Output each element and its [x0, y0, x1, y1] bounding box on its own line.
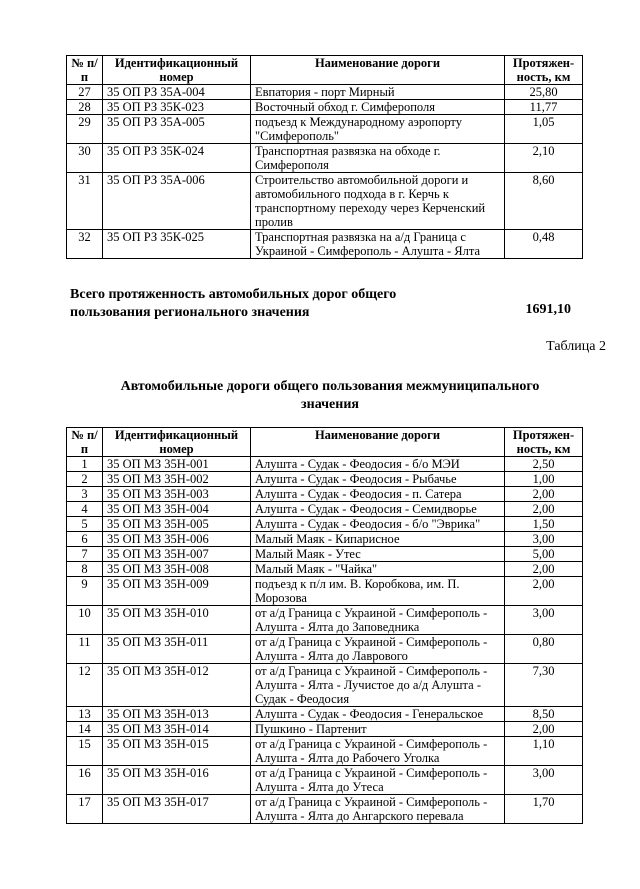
cell-road-name: от а/д Граница с Украиной - Симферополь - Алушта - Ялта до Заповедника — [251, 606, 505, 635]
cell-id: 35 ОП МЗ 35Н-010 — [103, 606, 251, 635]
cell-id: 35 ОП МЗ 35Н-013 — [103, 707, 251, 722]
cell-id: 35 ОП РЗ 35К-024 — [103, 144, 251, 173]
cell-number: 15 — [67, 737, 103, 766]
cell-length: 2,10 — [505, 144, 583, 173]
total-length — [70, 286, 575, 322]
cell-length: 2,00 — [505, 577, 583, 606]
table-number: Таблица 2 — [546, 339, 606, 354]
cell-id: 35 ОП МЗ 35Н-009 — [103, 577, 251, 606]
cell-id: 35 ОП МЗ 35Н-005 — [103, 517, 251, 532]
cell-length: 3,00 — [505, 606, 583, 635]
table-body — [67, 85, 583, 259]
cell-length: 8,50 — [505, 707, 583, 722]
table-row — [67, 472, 583, 487]
cell-road-name: от а/д Граница с Украиной - Симферополь - Алушта - Ялта до Утеса — [251, 766, 505, 795]
table-row — [67, 100, 583, 115]
cell-number: 14 — [67, 722, 103, 737]
table-row — [67, 487, 583, 502]
cell-road-name: от а/д Граница с Украиной - Симферополь - Алушта - Ялта - Лучистое до а/д Алушта - Судак - Феодосия — [251, 664, 505, 707]
table-row — [67, 722, 583, 737]
cell-road-name: от а/д Граница с Украиной - Симферополь - Алушта - Ялта до Рабочего Уголка — [251, 737, 505, 766]
cell-road-name: Строительство автомобильной дороги и автомобильного подхода в г. Керчь к транспортному переходу через Керченский пролив — [251, 173, 505, 230]
cell-road-name: подъезд к п/л им. В. Коробкова, им. П. Морозова — [251, 577, 505, 606]
table-row — [67, 795, 583, 824]
cell-road-name: Алушта - Судак - Феодосия - б/о "Эврика" — [251, 517, 505, 532]
cell-number: 8 — [67, 562, 103, 577]
cell-length: 0,48 — [505, 230, 583, 259]
col-header-id: Идентификационный номер — [103, 56, 251, 85]
cell-length: 1,05 — [505, 115, 583, 144]
cell-id: 35 ОП МЗ 35Н-017 — [103, 795, 251, 824]
table-row — [67, 766, 583, 795]
cell-number: 27 — [67, 85, 103, 100]
col-header-length: Протяжен-ность, км — [505, 56, 583, 85]
cell-road-name: Алушта - Судак - Феодосия - Семидворье — [251, 502, 505, 517]
cell-id: 35 ОП МЗ 35Н-008 — [103, 562, 251, 577]
table-row — [67, 664, 583, 707]
cell-length: 25,80 — [505, 85, 583, 100]
cell-number: 16 — [67, 766, 103, 795]
cell-road-name: Транспортная развязка на а/д Граница с Украиной - Симферополь - Алушта - Ялта — [251, 230, 505, 259]
cell-road-name: Малый Маяк - Утес — [251, 547, 505, 562]
cell-road-name: подъезд к Международному аэропорту "Симферополь" — [251, 115, 505, 144]
table-row — [67, 144, 583, 173]
table-row — [67, 85, 583, 100]
cell-length: 2,00 — [505, 722, 583, 737]
cell-id: 35 ОП РЗ 35К-023 — [103, 100, 251, 115]
cell-number: 30 — [67, 144, 103, 173]
total-label: Всего протяженность автомобильных дорог общего пользования регионального значения — [70, 287, 397, 320]
cell-number: 32 — [67, 230, 103, 259]
cell-length: 2,00 — [505, 562, 583, 577]
cell-length: 11,77 — [505, 100, 583, 115]
table-row — [67, 547, 583, 562]
table-row — [67, 635, 583, 664]
cell-road-name: Малый Маяк - Кипарисное — [251, 532, 505, 547]
roads-table-regional — [66, 55, 583, 259]
cell-id: 35 ОП РЗ 35А-004 — [103, 85, 251, 100]
table-row — [67, 230, 583, 259]
table-row — [67, 707, 583, 722]
cell-road-name: Алушта - Судак - Феодосия - Рыбачье — [251, 472, 505, 487]
cell-id: 35 ОП МЗ 35Н-003 — [103, 487, 251, 502]
cell-length: 0,80 — [505, 635, 583, 664]
cell-number: 3 — [67, 487, 103, 502]
cell-road-name: от а/д Граница с Украиной - Симферополь - Алушта - Ялта до Лаврового — [251, 635, 505, 664]
cell-length: 8,60 — [505, 173, 583, 230]
col-header-name: Наименование дороги — [251, 428, 505, 457]
cell-id: 35 ОП МЗ 35Н-001 — [103, 457, 251, 472]
table-header-row — [67, 428, 583, 457]
cell-number: 2 — [67, 472, 103, 487]
cell-number: 1 — [67, 457, 103, 472]
cell-length: 1,70 — [505, 795, 583, 824]
cell-length: 3,00 — [505, 766, 583, 795]
cell-id: 35 ОП МЗ 35Н-002 — [103, 472, 251, 487]
cell-id: 35 ОП МЗ 35Н-015 — [103, 737, 251, 766]
table-row — [67, 517, 583, 532]
cell-number: 31 — [67, 173, 103, 230]
section-heading: Автомобильные дороги общего пользования межмуниципального значения — [120, 379, 540, 412]
table-row — [67, 115, 583, 144]
total-value: 1691,10 — [525, 302, 571, 317]
cell-road-name: Восточный обход г. Симферополя — [251, 100, 505, 115]
col-header-id: Идентификационный номер — [103, 428, 251, 457]
table-row — [67, 457, 583, 472]
cell-id: 35 ОП РЗ 35К-025 — [103, 230, 251, 259]
cell-number: 12 — [67, 664, 103, 707]
cell-number: 10 — [67, 606, 103, 635]
cell-road-name: Транспортная развязка на обходе г. Симферополя — [251, 144, 505, 173]
table-body — [67, 457, 583, 824]
table-header-row — [67, 56, 583, 85]
table-row — [67, 577, 583, 606]
cell-number: 6 — [67, 532, 103, 547]
cell-length: 3,00 — [505, 532, 583, 547]
cell-id: 35 ОП МЗ 35Н-012 — [103, 664, 251, 707]
cell-length: 1,00 — [505, 472, 583, 487]
cell-id: 35 ОП МЗ 35Н-006 — [103, 532, 251, 547]
table-row — [67, 502, 583, 517]
table-row — [67, 606, 583, 635]
cell-id: 35 ОП РЗ 35А-005 — [103, 115, 251, 144]
cell-number: 9 — [67, 577, 103, 606]
cell-road-name: Алушта - Судак - Феодосия - Генеральское — [251, 707, 505, 722]
col-header-length: Протяжен-ность, км — [505, 428, 583, 457]
cell-id: 35 ОП МЗ 35Н-016 — [103, 766, 251, 795]
cell-id: 35 ОП МЗ 35Н-014 — [103, 722, 251, 737]
cell-number: 29 — [67, 115, 103, 144]
cell-id: 35 ОП МЗ 35Н-007 — [103, 547, 251, 562]
cell-id: 35 ОП МЗ 35Н-004 — [103, 502, 251, 517]
cell-length: 1,10 — [505, 737, 583, 766]
table-row — [67, 737, 583, 766]
cell-id: 35 ОП РЗ 35А-006 — [103, 173, 251, 230]
col-header-number: № п/п — [67, 56, 103, 85]
table-row — [67, 532, 583, 547]
col-header-name: Наименование дороги — [251, 56, 505, 85]
cell-length: 2,00 — [505, 502, 583, 517]
table-row — [67, 173, 583, 230]
cell-length: 2,50 — [505, 457, 583, 472]
cell-road-name: Алушта - Судак - Феодосия - б/о МЭИ — [251, 457, 505, 472]
cell-road-name: Алушта - Судак - Феодосия - п. Сатера — [251, 487, 505, 502]
cell-length: 1,50 — [505, 517, 583, 532]
cell-road-name: от а/д Граница с Украиной - Симферополь - Алушта - Ялта до Ангарского перевала — [251, 795, 505, 824]
cell-length: 2,00 — [505, 487, 583, 502]
cell-number: 11 — [67, 635, 103, 664]
cell-number: 5 — [67, 517, 103, 532]
cell-number: 13 — [67, 707, 103, 722]
cell-number: 7 — [67, 547, 103, 562]
cell-number: 28 — [67, 100, 103, 115]
table-row — [67, 562, 583, 577]
roads-table-intermunicipal — [66, 427, 583, 824]
cell-road-name: Малый Маяк - "Чайка" — [251, 562, 505, 577]
cell-id: 35 ОП МЗ 35Н-011 — [103, 635, 251, 664]
cell-road-name: Пушкино - Партенит — [251, 722, 505, 737]
cell-length: 5,00 — [505, 547, 583, 562]
cell-number: 17 — [67, 795, 103, 824]
cell-road-name: Евпатория - порт Мирный — [251, 85, 505, 100]
cell-length: 7,30 — [505, 664, 583, 707]
col-header-number: № п/п — [67, 428, 103, 457]
cell-number: 4 — [67, 502, 103, 517]
